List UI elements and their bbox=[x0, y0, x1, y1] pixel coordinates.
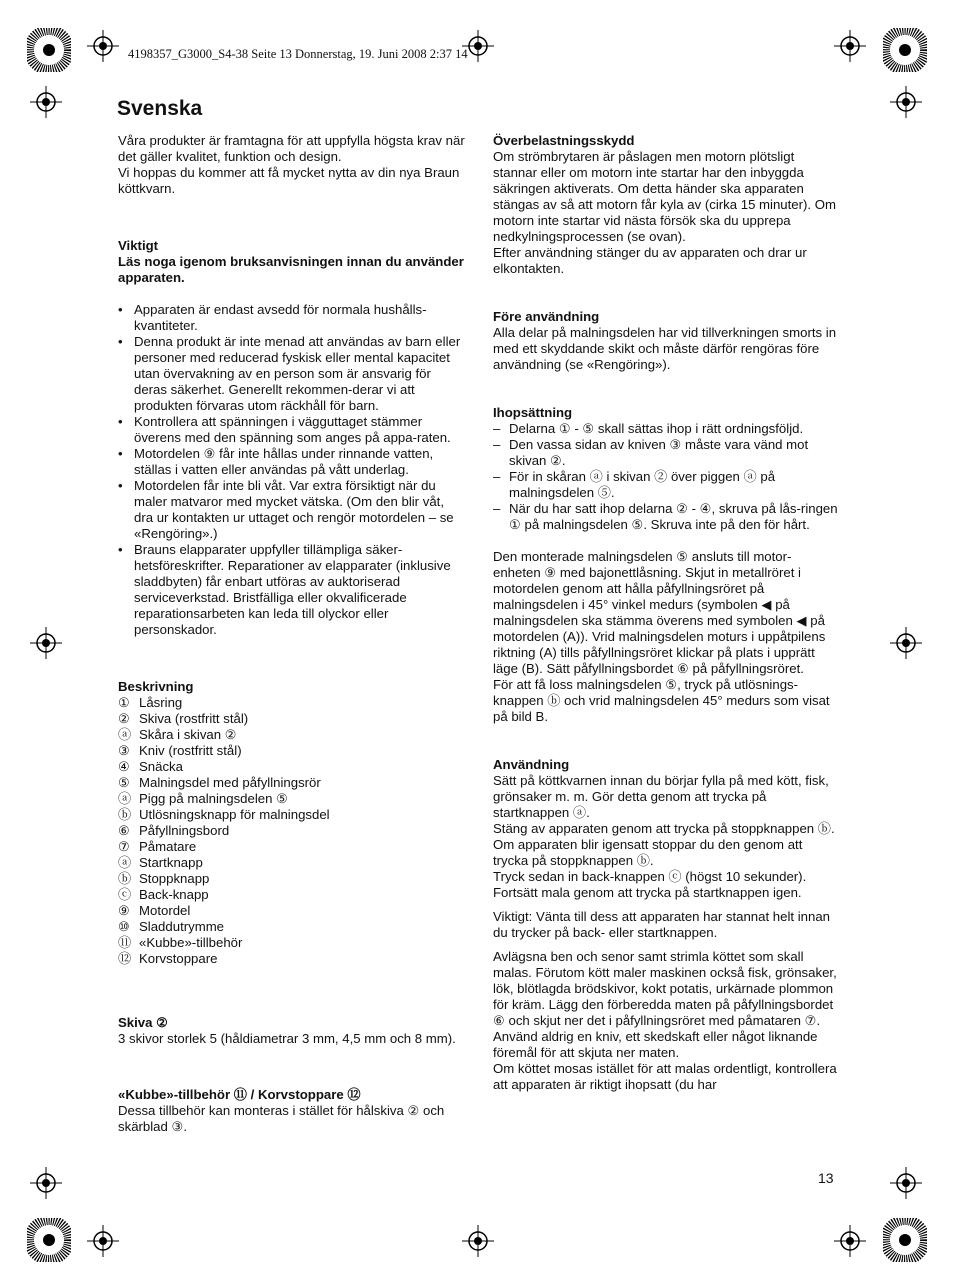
usage-note: Viktigt: Vänta till dess att apparaten har stannat helt innan du trycker på back- eller startknappen. bbox=[493, 909, 830, 940]
usage-paragraph: Sätt på köttkvarnen innan du börjar fylla på med kött, fisk, grönsaker m. m. Gör detta genom att trycka på startknappen ⓐ. bbox=[493, 773, 829, 820]
registration-mark-icon bbox=[890, 86, 922, 118]
list-item bbox=[118, 791, 466, 807]
before-use-section bbox=[493, 309, 838, 373]
registration-mark-icon bbox=[890, 627, 922, 659]
part-label: Skåra i skivan ② bbox=[139, 727, 237, 742]
overload-paragraph: Om strömbrytaren är påslagen men motorn plötsligt stannar eller om motorn inte startar har den inbyggda säkringen aktiverats. Om detta händer ska apparaten stängas av så att motorn får kyla av (cirka 15 minuter). Om motorn inte startar vid nästa försök ska du upprepa nedkylningsprocessen (se ovan). bbox=[493, 149, 836, 244]
parts-list bbox=[118, 695, 466, 967]
list-item bbox=[118, 903, 466, 919]
overload-section bbox=[493, 133, 838, 277]
important-heading: Viktigt bbox=[118, 238, 159, 253]
part-label: Back-knapp bbox=[139, 887, 209, 902]
registration-mark-icon bbox=[834, 30, 866, 62]
usage-paragraph: Stäng av apparaten genom att trycka på stoppknappen ⓑ. bbox=[493, 821, 835, 836]
usage-paragraph: Avlägsna ben och senor samt strimla köttet som skall malas. Förutom kött maler maskinen också fisk, grönsaker, lök, blötlagda brödskivor, kokt potatis, urkärnade plommon för kräm. Lägg den förberedda maten på påfyllningsbordet ⑥ och skjut ner det i påfyllningsröret med påmataren ⑦. Använd aldrig en kniv, ett skedskaft eller något liknande föremål för att skjuta ner maten. bbox=[493, 949, 837, 1060]
part-label: Korvstoppare bbox=[139, 951, 218, 966]
registration-mark-icon bbox=[87, 1225, 119, 1257]
part-label: Låsring bbox=[139, 695, 183, 710]
part-number: ⓑ bbox=[118, 871, 132, 886]
accessory-text: Dessa tillbehör kan monteras i stället för hålskiva ② och skärblad ③. bbox=[118, 1103, 445, 1134]
list-item: • Apparaten är endast avsedd för normala hushålls-kvantiteter. bbox=[118, 302, 466, 334]
accessory-section bbox=[118, 1087, 466, 1135]
list-item bbox=[118, 727, 466, 743]
part-number: ① bbox=[118, 695, 130, 710]
list-item bbox=[118, 919, 466, 935]
usage-heading: Användning bbox=[493, 757, 570, 772]
part-number: ⓐ bbox=[118, 727, 132, 742]
print-slug: 4198357_G3000_S4-38 Seite 13 Donnerstag, 19. Juni 2008 2:37 14 bbox=[128, 47, 468, 61]
list-item bbox=[118, 935, 466, 951]
part-label: Skiva (rostfritt stål) bbox=[139, 711, 249, 726]
list-item: – När du har satt ihop delarna ② - ④, skruva på lås-ringen ① på malningsdelen ⑤. Skruva inte på den för hårt. bbox=[493, 501, 838, 533]
description-heading: Beskrivning bbox=[118, 679, 194, 694]
list-item bbox=[118, 743, 466, 759]
list-item: • Motordelen får inte bli våt. Var extra försiktigt när du maler matvaror med mycket vätska. (Om den blir våt, dra ur kontakten ur uttaget och rengör motordelen – se «Rengöring».) bbox=[118, 478, 466, 542]
part-number: ⑨ bbox=[118, 903, 130, 918]
list-item: • Motordelen ⑨ får inte hållas under rinnande vatten, ställas i vatten eller användas på vått underlag. bbox=[118, 446, 466, 478]
intro-section bbox=[118, 133, 466, 197]
intro-paragraph: Våra produkter är framtagna för att uppfylla högsta krav när det gäller kvalitet, funktion och design. bbox=[118, 133, 465, 164]
assembly-heading: Ihopsättning bbox=[493, 405, 573, 420]
disc-text: 3 skivor storlek 5 (håldiametrar 3 mm, 4,5 mm och 8 mm). bbox=[118, 1031, 456, 1046]
registration-mark-icon bbox=[890, 1167, 922, 1199]
part-number: ⑥ bbox=[118, 823, 130, 838]
part-number: ⑩ bbox=[118, 919, 130, 934]
part-label: Startknapp bbox=[139, 855, 203, 870]
list-item bbox=[118, 871, 466, 887]
starburst-mark-icon bbox=[883, 28, 927, 72]
list-item bbox=[118, 951, 466, 967]
left-column bbox=[118, 133, 466, 1135]
part-number: ⓑ bbox=[118, 807, 132, 822]
page-number: 13 bbox=[818, 1170, 834, 1186]
part-label: Stoppknapp bbox=[139, 871, 210, 886]
part-number: ⑪ bbox=[118, 935, 132, 950]
part-label: Påfyllningsbord bbox=[139, 823, 230, 838]
usage-paragraph: Om apparaten blir igensatt stoppar du den genom att trycka på stoppknappen ⓑ. bbox=[493, 837, 803, 868]
list-item bbox=[118, 711, 466, 727]
important-section bbox=[118, 238, 466, 638]
list-item bbox=[118, 887, 466, 903]
part-number: ⓒ bbox=[118, 887, 132, 902]
accessory-heading: «Kubbe»-tillbehör ⑪ / Korvstoppare ⑫ bbox=[118, 1087, 361, 1102]
list-item: – För in skåran ⓐ i skivan ② över piggen ⓐ på malningsdelen ⑤. bbox=[493, 469, 838, 501]
assembly-section bbox=[493, 405, 838, 533]
part-label: Malningsdel med påfyllningsrör bbox=[139, 775, 321, 790]
important-subheading: Läs noga igenom bruksanvisningen innan du använder apparaten. bbox=[118, 254, 464, 285]
part-number: ④ bbox=[118, 759, 130, 774]
starburst-mark-icon bbox=[27, 1218, 71, 1262]
list-item: • Denna produkt är inte menad att användas av barn eller personer med reducerad fyskisk eller mental kapacitet utan övervakning av en person som är ansvarig för deras säkerhet. Generellt rekommen-derar vi att produkten förvaras utom räckhåll för barn. bbox=[118, 334, 466, 414]
usage-paragraph: Om köttet mosas istället för att malas ordentligt, kontrollera att apparaten är riktigt ihopsatt (du har bbox=[493, 1061, 837, 1092]
usage-section bbox=[493, 757, 838, 1093]
part-label: Påmatare bbox=[139, 839, 197, 854]
starburst-mark-icon bbox=[883, 1218, 927, 1262]
usage-paragraph: Tryck sedan in back-knappen ⓒ (högst 10 sekunder). Fortsätt mala genom att trycka på startknappen igen. bbox=[493, 869, 807, 900]
part-label: Pigg på malningsdelen ⑤ bbox=[139, 791, 288, 806]
mount-paragraph: Den monterade malningsdelen ⑤ ansluts till motor-enheten ⑨ med bajonettlåsning. Skjut in metallröret i motordelen genom att hålla påfyllningsröret på malningsdelen i 45° vinkel medurs (symbolen ◀ på malningsdelen ska stämma överens med symbolen ◀ på motordelen (A)). Vrid malningsdelen moturs i uppåtpilens riktning (A) tills påfyllningsröret klickar på plats i upprätt läge (B). Sätt påfyllningsbordet ⑥ på påfyllningsröret. bbox=[493, 549, 826, 676]
list-item bbox=[118, 807, 466, 823]
assembly-steps bbox=[493, 421, 838, 533]
before-use-text: Alla delar på malningsdelen har vid tillverkningen smorts in med ett skyddande skikt och måste därför rengöras före användning (se «Rengöring»). bbox=[493, 325, 837, 372]
part-label: Utlösningsknapp för malningsdel bbox=[139, 807, 330, 822]
before-use-heading: Före användning bbox=[493, 309, 600, 324]
list-item: • Brauns elapparater uppfyller tillämpliga säker-hetsföreskrifter. Reparationer av elapparater (inklusive sladdbyten) får enbart utföras av auktoriserad serviceverkstad. Bristfälliga eller okvalificerade reparationsarbeten kan leda till olyckor eller personskador. bbox=[118, 542, 466, 638]
description-section bbox=[118, 679, 466, 967]
registration-mark-icon bbox=[87, 30, 119, 62]
list-item bbox=[118, 839, 466, 855]
part-label: Motordel bbox=[139, 903, 191, 918]
intro-paragraph: Vi hoppas du kommer att få mycket nytta av din nya Braun köttkvarn. bbox=[118, 165, 460, 196]
part-number: ② bbox=[118, 711, 130, 726]
part-number: ③ bbox=[118, 743, 130, 758]
registration-mark-icon bbox=[834, 1225, 866, 1257]
part-number: ⓐ bbox=[118, 855, 132, 870]
disc-section bbox=[118, 1015, 466, 1047]
overload-heading: Överbelastningsskydd bbox=[493, 133, 635, 148]
registration-mark-icon bbox=[462, 1225, 494, 1257]
registration-mark-icon bbox=[30, 1167, 62, 1199]
disc-heading: Skiva ② bbox=[118, 1015, 168, 1030]
registration-mark-icon bbox=[30, 627, 62, 659]
safety-list bbox=[118, 302, 466, 638]
list-item bbox=[118, 759, 466, 775]
list-item bbox=[118, 695, 466, 711]
list-item bbox=[118, 775, 466, 791]
part-number: ⓐ bbox=[118, 791, 132, 806]
list-item: – Den vassa sidan av kniven ③ måste vara vänd mot skivan ②. bbox=[493, 437, 838, 469]
overload-paragraph: Efter användning stänger du av apparaten och drar ur elkontakten. bbox=[493, 245, 807, 276]
list-item: • Kontrollera att spänningen i vägguttaget stämmer överens med den spänning som anges på appa-raten. bbox=[118, 414, 466, 446]
starburst-mark-icon bbox=[27, 28, 71, 72]
page-title: Svenska bbox=[117, 97, 203, 120]
list-item bbox=[118, 855, 466, 871]
mount-paragraph: För att få loss malningsdelen ⑤, tryck på utlösnings-knappen ⓑ och vrid malningsdelen 45° medurs som visat på bild B. bbox=[493, 677, 830, 724]
part-number: ⑫ bbox=[118, 951, 132, 966]
part-label: Kniv (rostfritt stål) bbox=[139, 743, 242, 758]
part-label: «Kubbe»-tillbehör bbox=[139, 935, 243, 950]
registration-mark-icon bbox=[30, 86, 62, 118]
part-label: Sladdutrymme bbox=[139, 919, 225, 934]
part-number: ⑦ bbox=[118, 839, 130, 854]
list-item: – Delarna ① - ⑤ skall sättas ihop i rätt ordningsföljd. bbox=[493, 421, 838, 437]
mount-section bbox=[493, 549, 838, 725]
right-column bbox=[493, 133, 838, 1093]
list-item bbox=[118, 823, 466, 839]
part-label: Snäcka bbox=[139, 759, 183, 774]
part-number: ⑤ bbox=[118, 775, 130, 790]
